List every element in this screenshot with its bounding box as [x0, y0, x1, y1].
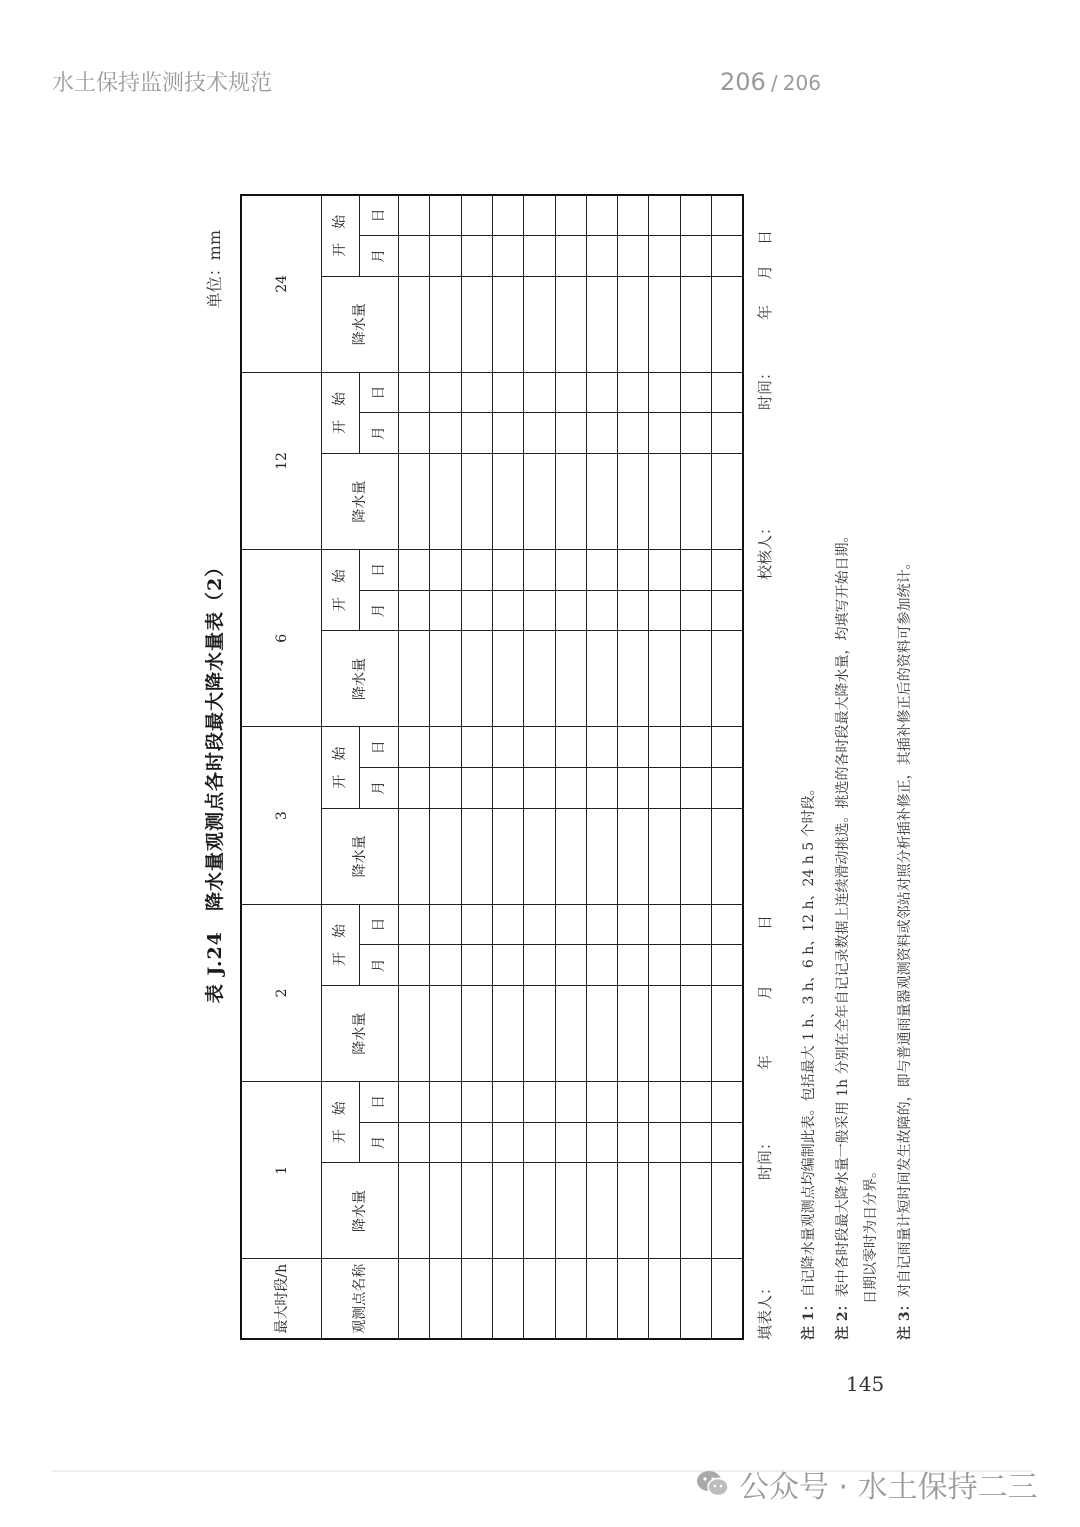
data-cell [399, 372, 430, 413]
table-row [399, 195, 430, 1339]
data-cell [680, 631, 711, 727]
amount-header: 降水量 [322, 808, 399, 904]
data-cell [680, 550, 711, 591]
month-header: 月 [359, 413, 398, 454]
data-cell [586, 768, 617, 809]
fill-day: 日 [756, 914, 774, 930]
check-time-label: 时间： [756, 364, 774, 410]
data-cell [430, 195, 461, 236]
data-cell [680, 590, 711, 631]
period-header: 2 [241, 904, 322, 1081]
data-cell [492, 808, 523, 904]
station-name-cell [524, 1259, 555, 1339]
data-cell [461, 631, 492, 727]
data-cell [680, 768, 711, 809]
station-name-cell [492, 1259, 523, 1339]
data-cell [712, 454, 743, 550]
data-cell [712, 1082, 743, 1123]
data-cell [461, 1163, 492, 1259]
corner-max-period: 最大时段/h [241, 1259, 322, 1339]
data-cell [399, 945, 430, 986]
data-cell [555, 590, 586, 631]
data-cell [430, 1122, 461, 1163]
data-cell [492, 768, 523, 809]
data-cell [712, 808, 743, 904]
data-cell [555, 236, 586, 277]
data-cell [712, 768, 743, 809]
data-cell [649, 986, 680, 1082]
month-header: 月 [359, 945, 398, 986]
data-cell [399, 768, 430, 809]
data-cell [524, 727, 555, 768]
data-cell [618, 372, 649, 413]
data-cell [492, 631, 523, 727]
data-cell [680, 808, 711, 904]
data-cell [399, 413, 430, 454]
data-cell [712, 276, 743, 372]
data-cell [555, 550, 586, 591]
period-header: 24 [241, 195, 322, 372]
period-header: 3 [241, 727, 322, 904]
data-cell [680, 413, 711, 454]
start-header: 开 始 [322, 904, 359, 985]
data-cell [555, 727, 586, 768]
data-cell [649, 1122, 680, 1163]
unit-label: 单位：mm [205, 230, 224, 309]
header-row-periods [241, 195, 322, 1339]
day-header: 日 [359, 550, 398, 591]
data-cell [430, 372, 461, 413]
period-header: 1 [241, 1082, 322, 1259]
data-cell [524, 945, 555, 986]
data-cell [430, 631, 461, 727]
station-name-cell [555, 1259, 586, 1339]
station-name-cell [461, 1259, 492, 1339]
data-cell [555, 372, 586, 413]
data-cell [399, 808, 430, 904]
day-header: 日 [359, 1082, 398, 1123]
data-cell [399, 1082, 430, 1123]
data-cell [555, 904, 586, 945]
table-row [712, 195, 743, 1339]
data-cell [461, 768, 492, 809]
total-pages: 206 [782, 71, 821, 95]
data-cell [524, 631, 555, 727]
amount-header: 降水量 [322, 1163, 399, 1259]
data-cell [461, 1082, 492, 1123]
data-cell [649, 276, 680, 372]
data-cell [461, 372, 492, 413]
data-cell [524, 236, 555, 277]
data-cell [461, 413, 492, 454]
watermark [695, 1462, 1038, 1506]
table-row [649, 195, 680, 1339]
data-cell [618, 945, 649, 986]
check-day: 日 [756, 229, 774, 245]
data-cell [712, 631, 743, 727]
data-cell [680, 1122, 711, 1163]
corner-station-name: 观测点名称 [322, 1259, 399, 1339]
data-cell [399, 590, 430, 631]
data-cell [555, 808, 586, 904]
data-cell [680, 986, 711, 1082]
start-header: 开 始 [322, 372, 359, 453]
data-cell [430, 727, 461, 768]
data-cell [586, 945, 617, 986]
data-cell [680, 727, 711, 768]
data-cell [649, 413, 680, 454]
data-cell [492, 904, 523, 945]
data-cell [555, 1122, 586, 1163]
table-row [680, 195, 711, 1339]
data-cell [712, 413, 743, 454]
data-cell [430, 768, 461, 809]
data-cell [399, 276, 430, 372]
page-counter [720, 68, 821, 96]
watermark-text: 公众号 · 水土保持二三 [739, 1470, 1038, 1505]
station-name-cell [399, 1259, 430, 1339]
wechat-icon [695, 1469, 731, 1499]
data-cell [555, 276, 586, 372]
data-cell [680, 1163, 711, 1259]
station-name-cell [430, 1259, 461, 1339]
data-cell [618, 631, 649, 727]
data-cell [524, 1082, 555, 1123]
data-cell [461, 727, 492, 768]
data-cell [586, 590, 617, 631]
check-year: 年 [756, 304, 774, 320]
station-name-cell [618, 1259, 649, 1339]
month-header: 月 [359, 236, 398, 277]
table-caption [200, 200, 238, 1360]
data-cell [399, 1163, 430, 1259]
data-cell [649, 236, 680, 277]
period-header: 6 [241, 550, 322, 727]
day-header: 日 [359, 372, 398, 413]
data-cell [712, 372, 743, 413]
data-cell [618, 413, 649, 454]
data-cell [586, 372, 617, 413]
data-cell [399, 454, 430, 550]
data-cell [430, 590, 461, 631]
data-cell [618, 236, 649, 277]
data-cell [649, 808, 680, 904]
data-cell [430, 986, 461, 1082]
data-cell [524, 590, 555, 631]
table-row [492, 195, 523, 1339]
data-cell [586, 236, 617, 277]
data-cell [399, 986, 430, 1082]
data-cell [555, 1163, 586, 1259]
data-cell [649, 454, 680, 550]
data-cell [461, 904, 492, 945]
data-cell [461, 1122, 492, 1163]
data-cell [586, 904, 617, 945]
data-cell [524, 454, 555, 550]
data-cell [586, 195, 617, 236]
data-cell [524, 808, 555, 904]
day-header: 日 [359, 195, 398, 236]
data-cell [649, 631, 680, 727]
data-cell [492, 1122, 523, 1163]
data-cell [461, 590, 492, 631]
table-row [430, 195, 461, 1339]
data-cell [555, 945, 586, 986]
data-cell [618, 768, 649, 809]
amount-header: 降水量 [322, 631, 399, 727]
data-cell [524, 1163, 555, 1259]
header-row-sub [322, 195, 359, 1339]
data-cell [430, 550, 461, 591]
data-cell [492, 195, 523, 236]
day-header: 日 [359, 904, 398, 945]
data-cell [649, 1163, 680, 1259]
data-cell [586, 808, 617, 904]
data-cell [618, 986, 649, 1082]
data-cell [524, 413, 555, 454]
fill-month: 月 [756, 984, 774, 1000]
data-cell [430, 904, 461, 945]
station-name-cell [680, 1259, 711, 1339]
data-cell [586, 454, 617, 550]
data-cell [680, 454, 711, 550]
data-cell [492, 590, 523, 631]
data-cell [524, 195, 555, 236]
data-cell [430, 276, 461, 372]
data-cell [492, 372, 523, 413]
data-cell [586, 1163, 617, 1259]
start-header: 开 始 [322, 550, 359, 631]
data-cell [618, 1122, 649, 1163]
data-cell [492, 550, 523, 591]
data-cell [712, 590, 743, 631]
amount-header: 降水量 [322, 276, 399, 372]
note-1: 注 1：自记降水量观测点均编制此表。包括最大 1 h、3 h、6 h、12 h、24 h 5 个时段。 [801, 781, 817, 1340]
data-cell [430, 945, 461, 986]
data-cell [524, 986, 555, 1082]
data-cell [399, 1122, 430, 1163]
data-cell [618, 550, 649, 591]
data-cell [492, 986, 523, 1082]
note-3: 注 3：对自记雨量计短时间发生故障的，即与普通雨量器观测资料或邻站对照分析插补修正，其插补修正后的资料可参加统计。 [897, 555, 913, 1340]
data-cell [524, 550, 555, 591]
note-2: 注 2：表中各时段最大降水量一般采用 1h 分别在全年自记记录数据上连续滑动挑选。挑选的各时段最大降水量，均填写开始日期。 [835, 528, 851, 1340]
data-cell [461, 550, 492, 591]
data-cell [649, 768, 680, 809]
data-cell [430, 236, 461, 277]
station-name-cell [586, 1259, 617, 1339]
data-cell [492, 276, 523, 372]
data-cell [586, 727, 617, 768]
printed-page-number: 145 [846, 1372, 885, 1396]
data-cell [618, 904, 649, 945]
month-header: 月 [359, 1122, 398, 1163]
current-page: 206 [720, 68, 766, 96]
data-cell [680, 945, 711, 986]
data-cell [680, 904, 711, 945]
data-cell [492, 727, 523, 768]
data-cell [649, 195, 680, 236]
data-cell [649, 1082, 680, 1123]
data-cell [680, 236, 711, 277]
data-cell [712, 727, 743, 768]
data-cell [461, 236, 492, 277]
table-row [618, 195, 649, 1339]
data-cell [430, 454, 461, 550]
precipitation-table [240, 194, 744, 1340]
data-cell [399, 236, 430, 277]
data-cell [618, 1082, 649, 1123]
data-cell [399, 631, 430, 727]
station-name-cell [649, 1259, 680, 1339]
data-cell [712, 1163, 743, 1259]
data-cell [680, 195, 711, 236]
data-cell [524, 768, 555, 809]
table-row [586, 195, 617, 1339]
data-cell [430, 1082, 461, 1123]
data-cell [555, 195, 586, 236]
data-cell [524, 276, 555, 372]
data-cell [586, 1122, 617, 1163]
data-cell [712, 195, 743, 236]
data-cell [555, 454, 586, 550]
data-cell [524, 372, 555, 413]
period-header: 12 [241, 372, 322, 549]
data-cell [680, 276, 711, 372]
data-cell [618, 195, 649, 236]
data-cell [618, 590, 649, 631]
fill-year: 年 [756, 1054, 774, 1070]
data-cell [618, 727, 649, 768]
start-header: 开 始 [322, 195, 359, 276]
data-cell [618, 454, 649, 550]
data-cell [461, 808, 492, 904]
data-cell [712, 550, 743, 591]
page-separator: / [770, 71, 778, 95]
filler-label: 填表人： [756, 1279, 774, 1340]
note-2-continued: 日期以零时为日分界。 [863, 1164, 879, 1304]
station-name-cell [712, 1259, 743, 1339]
rotated-table-page [180, 200, 940, 1360]
data-cell [649, 590, 680, 631]
data-cell [492, 945, 523, 986]
data-cell [618, 1163, 649, 1259]
data-cell [461, 986, 492, 1082]
table-row [555, 195, 586, 1339]
data-cell [555, 986, 586, 1082]
data-cell [399, 904, 430, 945]
data-cell [555, 413, 586, 454]
table-row [524, 195, 555, 1339]
data-cell [492, 454, 523, 550]
amount-header: 降水量 [322, 986, 399, 1082]
checker-label: 校核人： [756, 519, 774, 580]
start-header: 开 始 [322, 727, 359, 808]
data-cell [461, 945, 492, 986]
data-cell [649, 945, 680, 986]
data-cell [712, 986, 743, 1082]
data-cell [680, 372, 711, 413]
data-cell [492, 1082, 523, 1123]
data-cell [649, 727, 680, 768]
month-header: 月 [359, 590, 398, 631]
document-title: 水土保持监测技术规范 [52, 71, 273, 96]
month-header: 月 [359, 768, 398, 809]
data-cell [555, 631, 586, 727]
start-header: 开 始 [322, 1082, 359, 1163]
data-cell [618, 276, 649, 372]
check-month: 月 [756, 264, 774, 280]
data-cell [492, 236, 523, 277]
data-cell [524, 904, 555, 945]
data-cell [399, 195, 430, 236]
data-cell [712, 904, 743, 945]
data-cell [649, 372, 680, 413]
data-cell [430, 413, 461, 454]
data-cell [399, 727, 430, 768]
data-cell [649, 904, 680, 945]
data-cell [712, 945, 743, 986]
data-cell [399, 550, 430, 591]
data-cell [555, 768, 586, 809]
data-cell [586, 631, 617, 727]
data-cell [430, 808, 461, 904]
data-cell [680, 1082, 711, 1123]
data-cell [586, 413, 617, 454]
data-cell [524, 1122, 555, 1163]
data-cell [618, 808, 649, 904]
data-cell [461, 195, 492, 236]
data-cell [430, 1163, 461, 1259]
data-cell [461, 454, 492, 550]
data-cell [586, 276, 617, 372]
data-cell [586, 1082, 617, 1123]
data-cell [461, 276, 492, 372]
amount-header: 降水量 [322, 454, 399, 550]
data-cell [712, 1122, 743, 1163]
data-cell [586, 986, 617, 1082]
data-cell [492, 1163, 523, 1259]
table-title: 表 J.24 降水量观测点各时段最大降水量表（2） [204, 556, 226, 1004]
data-cell [712, 236, 743, 277]
day-header: 日 [359, 727, 398, 768]
data-cell [555, 1082, 586, 1123]
table-row [461, 195, 492, 1339]
data-cell [586, 550, 617, 591]
fill-time-label: 时间： [756, 1134, 774, 1180]
data-cell [649, 550, 680, 591]
data-cell [492, 413, 523, 454]
